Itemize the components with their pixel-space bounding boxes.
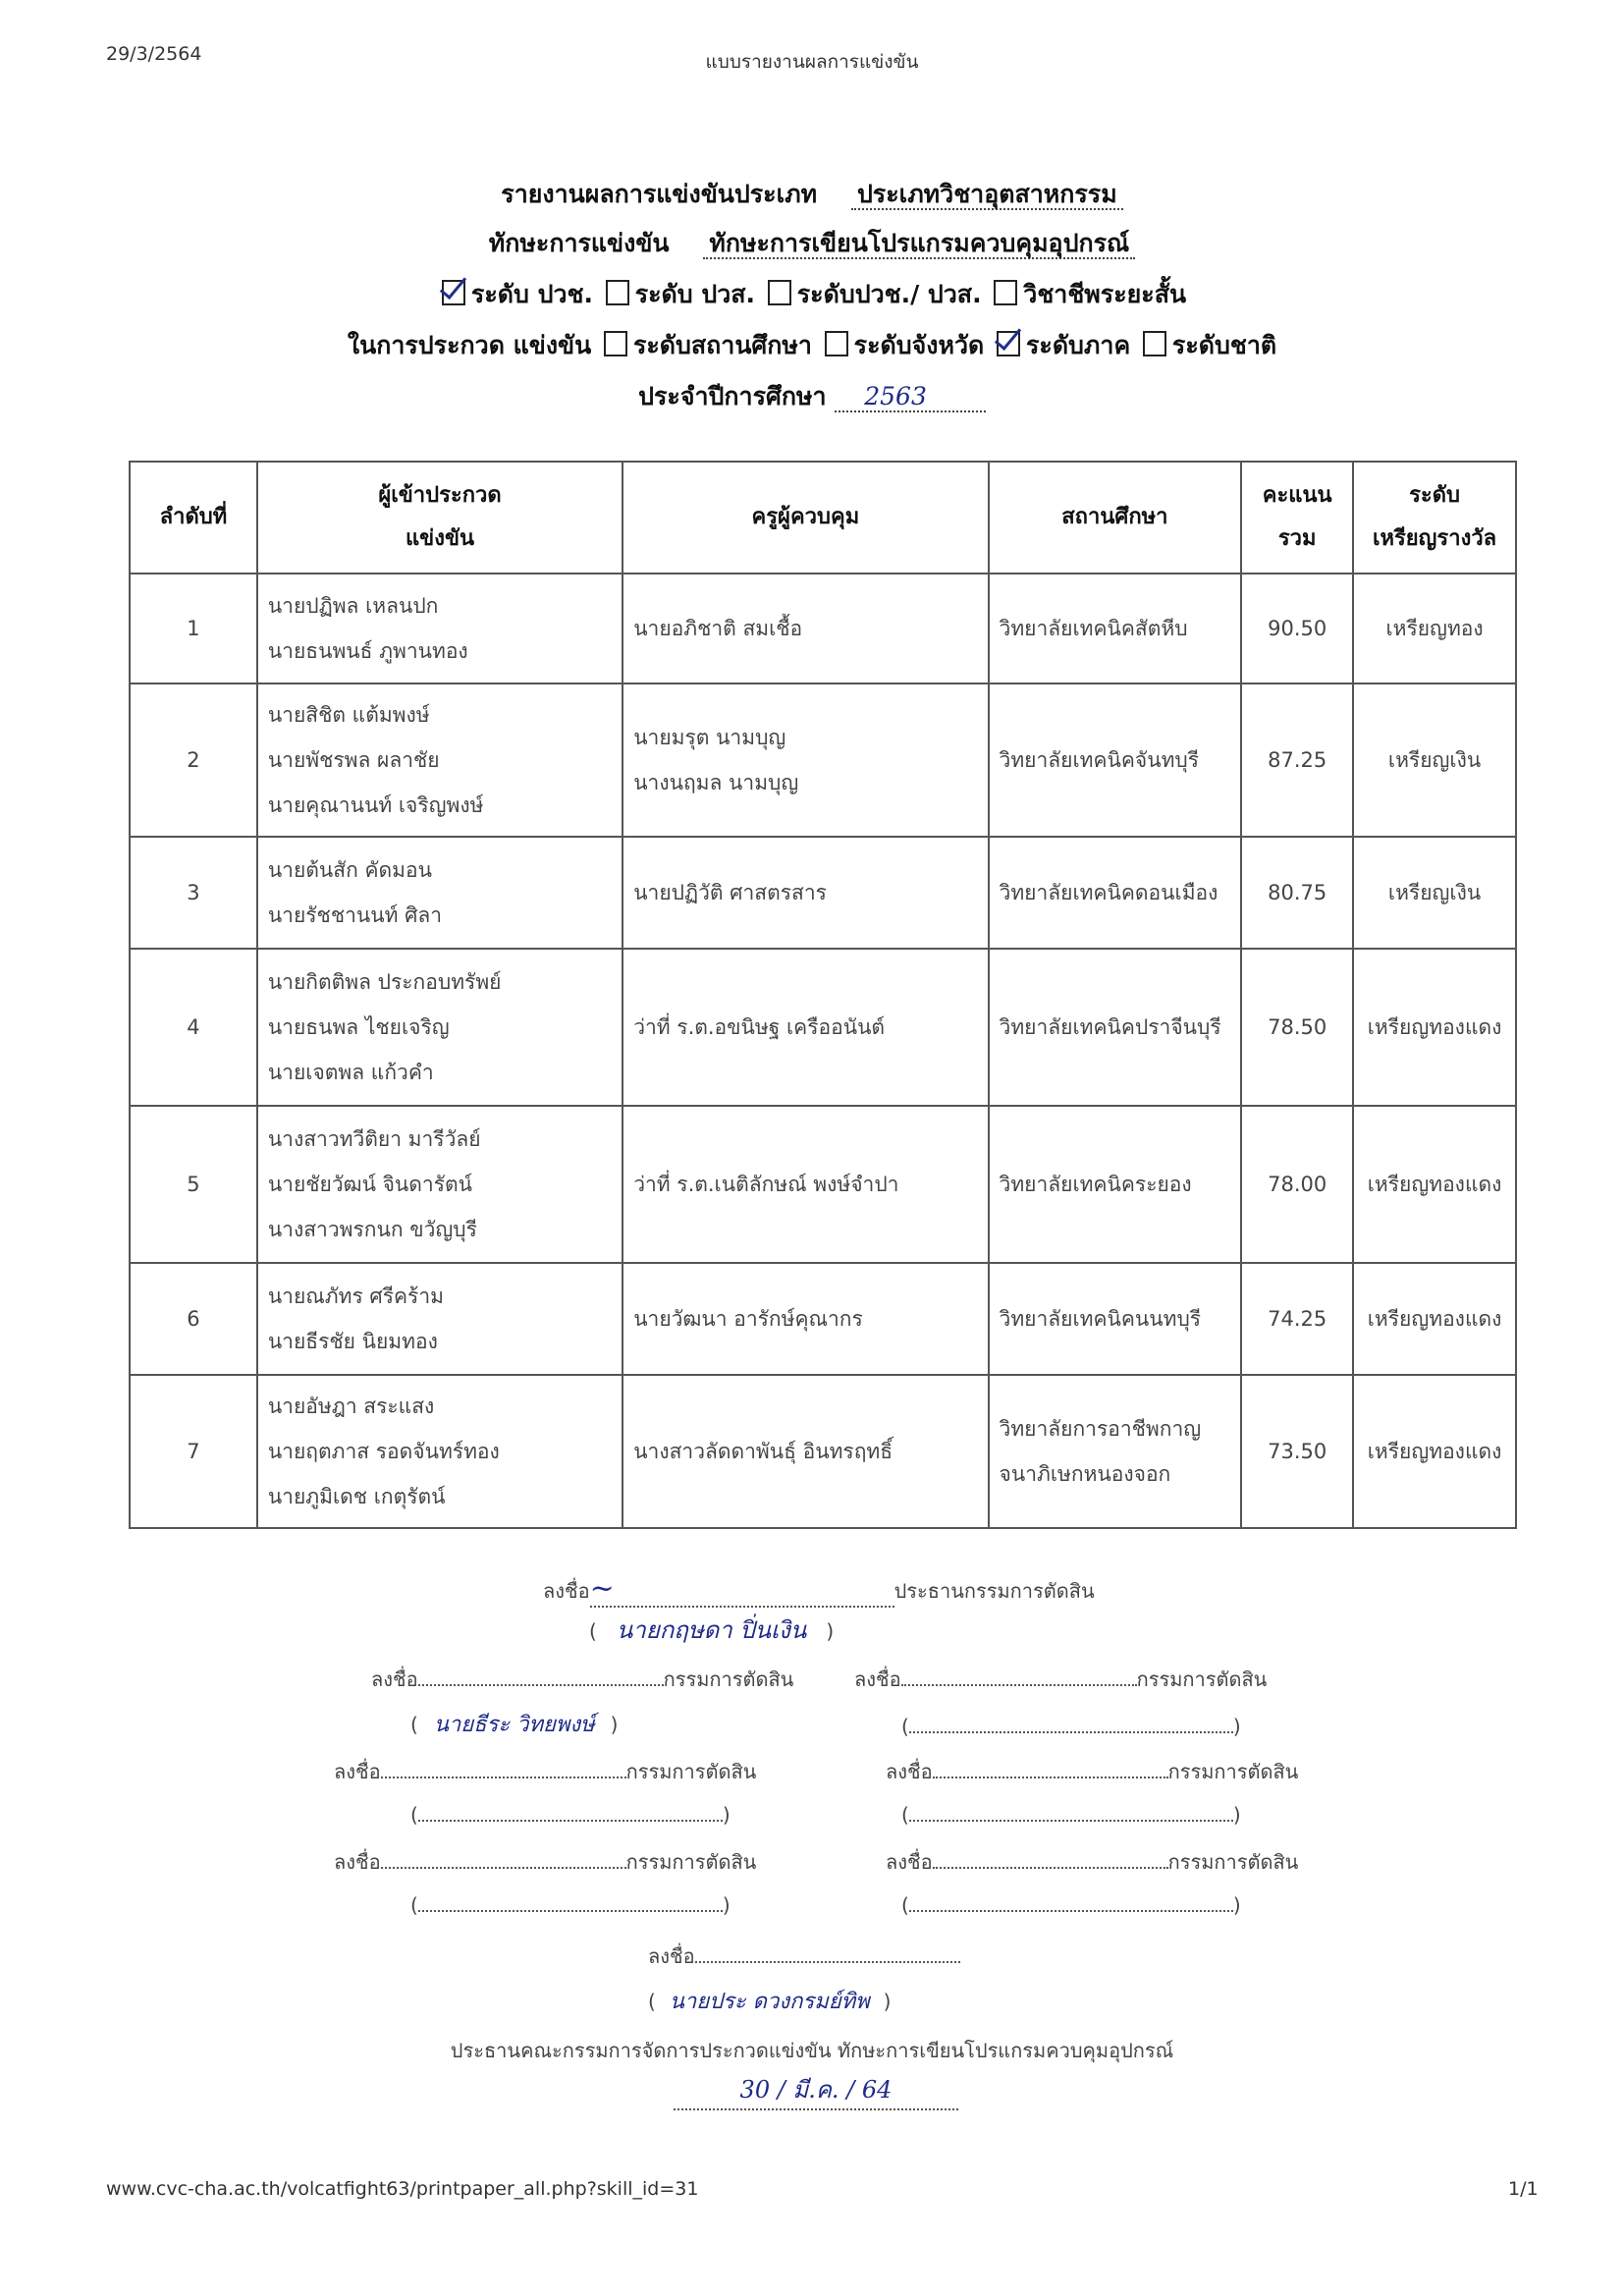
final-name: นายประ ดวงกรมย์ทิพ — [669, 1990, 870, 2014]
judge5-name-line: ( ) — [410, 1893, 731, 1917]
table-row — [130, 837, 1516, 949]
judge2-role: กรรมการตัดสิน — [1136, 1667, 1268, 1691]
sign-date: 30 / มี.ค. / 64 — [674, 2070, 958, 2110]
contest-label: ในการประกวด แข่งขัน — [347, 331, 592, 359]
cell-award: เหรียญทองแดง — [1353, 1106, 1516, 1263]
judge1-role: กรรมการตัดสิน — [663, 1667, 794, 1691]
page-number: 1/1 — [1508, 2178, 1539, 2200]
cell-score: 74.25 — [1241, 1263, 1353, 1375]
cell-school: วิทยาลัยเทคนิคสัตหีบ — [989, 574, 1242, 683]
cell-award: เหรียญทอง — [1353, 574, 1516, 683]
year-field — [835, 382, 986, 412]
skill-line — [0, 224, 1624, 263]
judge3-signature-line: ลงชื่อ กรรมการตัดสิน — [334, 1760, 757, 1783]
cell-teacher: นายวัฒนา อารักษ์คุณากร — [623, 1263, 988, 1375]
judge5-signature-line: ลงชื่อ กรรมการตัดสิน — [334, 1850, 757, 1874]
page-url: www.cvc-cha.ac.th/volcatfight63/printpaper_all.php?skill_id=31 — [106, 2178, 699, 2200]
contest-school-label: ระดับสถานศึกษา — [632, 331, 812, 359]
table-row — [130, 949, 1516, 1106]
cell-award: เหรียญทองแดง — [1353, 1375, 1516, 1528]
report-type-value: ประเภทวิชาอุตสาหกรรม — [851, 180, 1123, 210]
cell-school: วิทยาลัยเทคนิคจันทบุรี — [989, 683, 1242, 837]
final-name-line: ( นายประ ดวงกรมย์ทิพ ) — [648, 1990, 892, 2014]
level-checkboxes — [0, 275, 1624, 314]
checkbox-contest-school[interactable] — [604, 331, 627, 356]
judge6-signature-line: ลงชื่อ กรรมการตัดสิน — [886, 1850, 1299, 1874]
judge1-name: นายธีระ วิทยพงษ์ — [433, 1713, 595, 1737]
checkbox-level-both[interactable] — [768, 280, 791, 305]
cell-score: 78.50 — [1241, 949, 1353, 1106]
final-signature-line: ลงชื่อ — [648, 1941, 960, 1972]
cell-score: 90.50 — [1241, 574, 1353, 683]
judge4-name-line: ( ) — [901, 1803, 1241, 1827]
year-label: ประจำปีการศึกษา — [638, 382, 827, 410]
cell-rank: 1 — [130, 574, 257, 683]
cell-teacher: นายปฏิวัติ ศาสตรสาร — [623, 837, 988, 949]
checkbox-contest-region[interactable] — [997, 331, 1020, 356]
level-both-label: ระดับปวช./ ปวส. — [796, 280, 982, 308]
chair-name: นายกฤษดา ปิ่นเงิน — [616, 1616, 807, 1644]
cell-teacher: นายมรุต นามบุญ นางนฤมล นามบุญ — [623, 683, 988, 837]
judge1-signature-field — [418, 1684, 664, 1686]
cell-contestants: นายณภัทร ศรีคร้าม นายธีรชัย นิยมทอง — [257, 1263, 623, 1375]
cell-school: วิทยาลัยเทคนิคปราจีนบุรี — [989, 949, 1242, 1106]
cell-award: เหรียญเงิน — [1353, 837, 1516, 949]
chair-signature-line — [543, 1571, 1095, 1608]
cell-rank: 2 — [130, 683, 257, 837]
judge4-signature-line: ลงชื่อ กรรมการตัดสิน — [886, 1760, 1299, 1783]
report-type-label: รายงานผลการแข่งขันประเภท — [501, 180, 818, 208]
table-row — [130, 1263, 1516, 1375]
level-short-label: วิชาชีพระยะสั้น — [1023, 280, 1187, 308]
judge1-signature-line: ลงชื่อ กรรมการตัดสิน — [371, 1667, 794, 1691]
checkbox-level-short[interactable] — [994, 280, 1017, 305]
checkbox-level-pvc[interactable] — [442, 280, 465, 305]
header-rank: ลำดับที่ — [130, 462, 257, 574]
judge2-signature-line: ลงชื่อ กรรมการตัดสิน — [854, 1667, 1268, 1691]
cell-award: เหรียญเงิน — [1353, 683, 1516, 837]
cell-contestants: นางสาวทวีติยา มารีวัลย์ นายชัยวัฒน์ จินดารัตน์ นางสาวพรกนก ขวัญบุรี — [257, 1106, 623, 1263]
judge6-name-line: ( ) — [901, 1893, 1241, 1917]
cell-contestants: นายปฏิพล เหลนปก นายธนพนธ์ ภูพานทอง — [257, 574, 623, 683]
cell-score: 80.75 — [1241, 837, 1353, 949]
contest-national-label: ระดับชาติ — [1171, 331, 1277, 359]
judge1-name-line: ( นายธีระ วิทยพงษ์ ) — [410, 1713, 619, 1737]
cell-school: วิทยาลัยเทคนิคระยอง — [989, 1106, 1242, 1263]
cell-teacher: ว่าที่ ร.ต.เนติลักษณ์ พงษ์จำปา — [623, 1106, 988, 1263]
cell-award: เหรียญทองแดง — [1353, 949, 1516, 1106]
cell-teacher: นางสาวลัดดาพันธุ์ อินทรฤทธิ์ — [623, 1375, 988, 1528]
year-line — [0, 377, 1624, 416]
header-score: คะแนน รวม — [1241, 462, 1353, 574]
cell-school: วิทยาลัยเทคนิคนนทบุรี — [989, 1263, 1242, 1375]
results-table — [129, 461, 1517, 1529]
chair-signature-field: ~ — [590, 1571, 894, 1608]
checkbox-contest-national[interactable] — [1143, 331, 1166, 356]
skill-value: ทักษะการเขียนโปรแกรมควบคุมอุปกรณ์ — [703, 229, 1135, 259]
cell-rank: 7 — [130, 1375, 257, 1528]
skill-label: ทักษะการแข่งขัน — [488, 229, 670, 257]
cell-teacher: นายอภิชาติ สมเชื้อ — [623, 574, 988, 683]
header-teacher: ครูผู้ควบคุม — [623, 462, 988, 574]
checkbox-contest-province[interactable] — [825, 331, 848, 356]
contest-level-checkboxes — [0, 326, 1624, 365]
checkbox-level-pvs[interactable] — [606, 280, 629, 305]
judge2-name-line: ( ) — [901, 1715, 1241, 1738]
cell-school: วิทยาลัยเทคนิคดอนเมือง — [989, 837, 1242, 949]
cell-score: 73.50 — [1241, 1375, 1353, 1528]
cell-contestants: นายสิชิต แต้มพงษ์ นายพัชรพล ผลาชัย นายคุณานนท์ เจริญพงษ์ — [257, 683, 623, 837]
header-school: สถานศึกษา — [989, 462, 1242, 574]
chair-name-line: ( นายกฤษดา ปิ่นเงิน ) — [589, 1616, 835, 1644]
cell-rank: 5 — [130, 1106, 257, 1263]
final-signature-field — [695, 1961, 960, 1963]
cell-contestants: นายต้นสัก คัดมอน นายรัชชานนท์ ศิลา — [257, 837, 623, 949]
table-row — [130, 574, 1516, 683]
header-contestant: ผู้เข้าประกวด แข่งขัน — [257, 462, 623, 574]
table-row — [130, 1375, 1516, 1528]
report-type-line — [0, 175, 1624, 214]
table-row — [130, 683, 1516, 837]
table-row — [130, 1106, 1516, 1263]
table-header-row — [130, 462, 1516, 574]
cell-rank: 6 — [130, 1263, 257, 1375]
cell-contestants: นายกิตติพล ประกอบทรัพย์ นายธนพล ไชยเจริญ นายเจตพล แก้วคำ — [257, 949, 623, 1106]
chair-role: ประธานกรรมการตัดสิน — [893, 1579, 1095, 1603]
sign-label: ลงชื่อ — [543, 1579, 590, 1603]
header-award: ระดับ เหรียญรางวัล — [1353, 462, 1516, 574]
judge3-name-line: ( ) — [410, 1803, 731, 1827]
contest-region-label: ระดับภาค — [1025, 331, 1131, 359]
judge2-signature-field — [901, 1684, 1137, 1686]
cell-score: 87.25 — [1241, 683, 1353, 837]
contest-province-label: ระดับจังหวัด — [853, 331, 985, 359]
sign-date-line — [674, 2070, 958, 2110]
cell-teacher: ว่าที่ ร.ต.อขนิษฐ เครืออนันต์ — [623, 949, 988, 1106]
cell-rank: 3 — [130, 837, 257, 949]
cell-score: 78.00 — [1241, 1106, 1353, 1263]
print-date: 29/3/2564 — [106, 43, 202, 65]
level-pvc-label: ระดับ ปวช. — [470, 280, 593, 308]
cell-award: เหรียญทองแดง — [1353, 1263, 1516, 1375]
year-value: 2563 — [864, 382, 927, 410]
level-pvs-label: ระดับ ปวส. — [634, 280, 756, 308]
final-role: ประธานคณะกรรมการจัดการประกวดแข่งขัน ทักษะการเขียนโปรแกรมควบคุมอุปกรณ์ — [450, 2039, 1174, 2062]
cell-school: วิทยาลัยการอาชีพกาญ จนาภิเษกหนองจอก — [989, 1375, 1242, 1528]
print-title: แบบรายงานผลการแข่งขัน — [705, 51, 919, 73]
cell-rank: 4 — [130, 949, 257, 1106]
cell-contestants: นายอัษฎา สระแสง นายฤตภาส รอดจันทร์ทอง นายภูมิเดช เกตุรัตน์ — [257, 1375, 623, 1528]
